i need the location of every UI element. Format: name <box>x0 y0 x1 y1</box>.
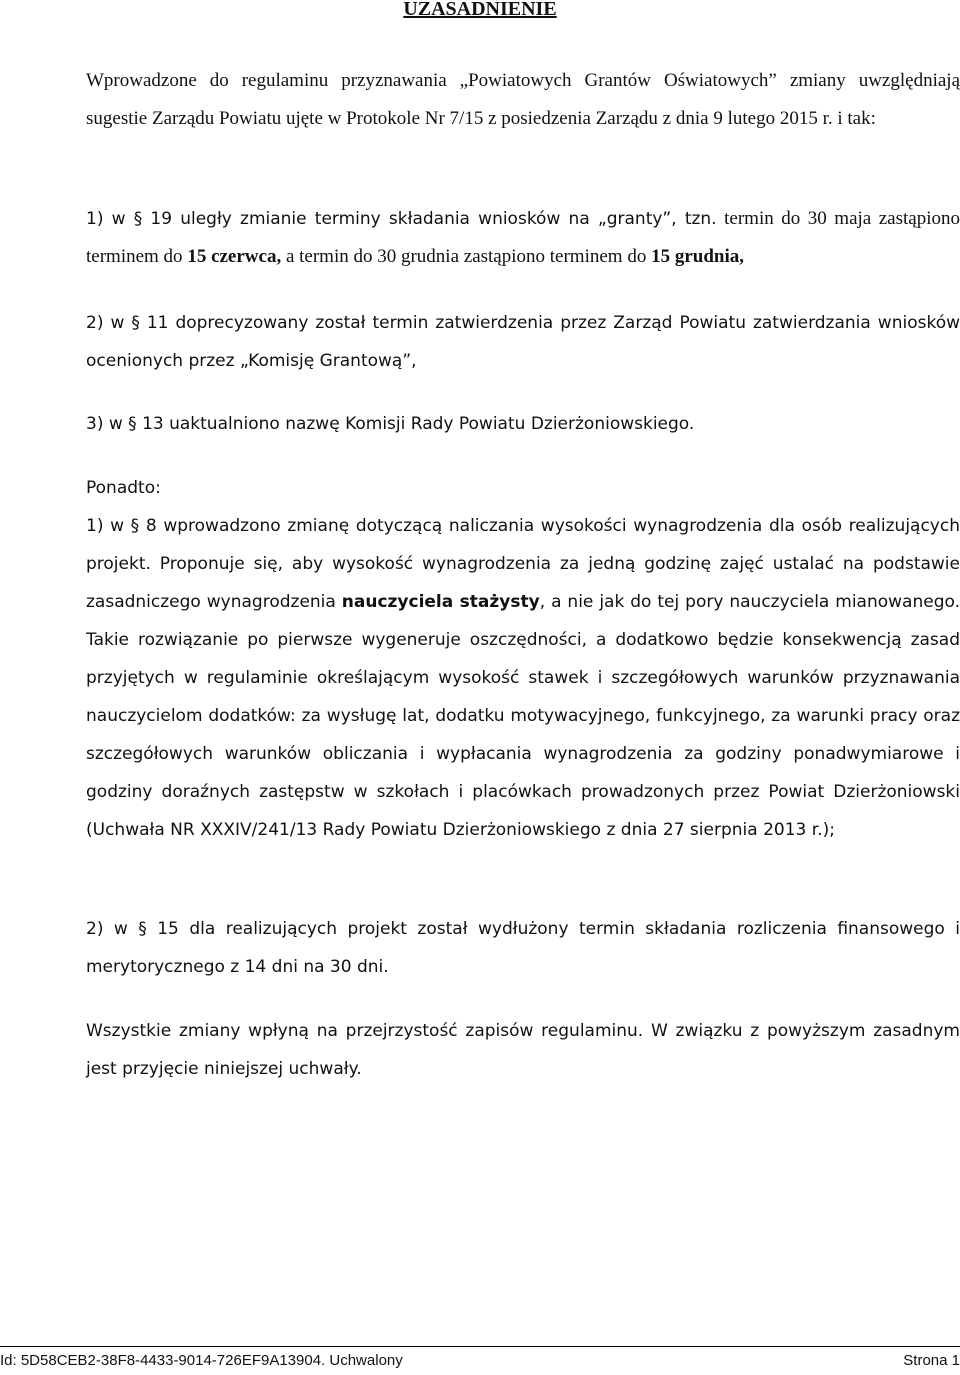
ponadto-item-1-lead: 1) w § 8 wprowadzono zmianę dotyczącą naliczania wysokości wynagrodzenia dla osób realizujących projekt. <box>86 516 960 574</box>
item-1-bold-date-2: 15 grudnia, <box>651 246 745 267</box>
ponadto-item-2-paragraph: 2) w § 15 dla realizujących projekt został wydłużony termin składania rozliczenia finansowego i merytorycznego z 14 dni na 30 dni. <box>86 919 960 977</box>
item-1-paragraph <box>86 200 960 276</box>
footer-document-id: Id: 5D58CEB2-38F8-4433-9014-726EF9A13904. Uchwalony <box>0 1352 403 1369</box>
item-1-bold-date-1: 15 czerwca, <box>187 246 282 267</box>
ponadto-item-1-bold: nauczyciela stażysty <box>341 592 540 612</box>
item-1-text-a: termin do 30 maja zastąpiono terminem do <box>86 208 960 267</box>
item-3-paragraph: 3) w § 13 uaktualniono nazwę Komisji Rady Powiatu Dzierżoniowskiego. <box>86 414 695 434</box>
footer-page-number: Strona 1 <box>903 1352 960 1369</box>
document-title: UZASADNIENIE <box>403 0 557 20</box>
ponadto-item-1-paragraph <box>86 507 960 849</box>
ponadto-label: Ponadto: <box>86 478 161 498</box>
closing-paragraph: Wszystkie zmiany wpłyną na przejrzystość zapisów regulaminu. W związku z powyższym zasadnym jest przyjęcie niniejszej uchwały. <box>86 1021 960 1079</box>
item-1-lead: 1) w § 19 uległy zmianie terminy składania wniosków na „granty”, tzn. <box>86 209 717 229</box>
intro-paragraph: Wprowadzone do regulaminu przyznawania „Powiatowych Grantów Oświatowych” zmiany uwzględniają sugestie Zarządu Powiatu ujęte w Protokole Nr 7/15 z posiedzenia Zarządu z dnia 9 lutego 2015 r. i tak: <box>86 70 960 129</box>
footer-divider <box>0 1346 960 1347</box>
ponadto-item-1-text-a: Proponuje się, aby wysokość wynagrodzenia za jedną godzinę zajęć ustalać na podstawie zasadniczego wynagrodzenia <box>86 554 960 612</box>
ponadto-item-1-text-b: , a nie jak do tej pory nauczyciela mianowanego. Takie rozwiązanie po pierwsze wygeneruje oszczędności, a dodatkowo będzie konsekwencją zasad przyjętych w regulaminie określającym wysokość stawek i szczegółowych warunków przyznawania nauczycielom dodatków: za wysługę lat, dodatku motywacyjnego, funkcyjnego, za warunki pracy oraz szczegółowych warunków obliczania i wypłacania wynagrodzenia za godziny ponadwymiarowe i godziny doraźnych zastępstw w szkołach i placówkach prowadzonych przez Powiat Dzierżoniowski (Uchwała NR XXXIV/241/13 Rady Powiatu Dzierżoniowskiego z dnia 27 sierpnia 2013 r.); <box>86 592 960 840</box>
item-2-paragraph: 2) w § 11 doprecyzowany został termin zatwierdzenia przez Zarząd Powiatu zatwierdzania wniosków ocenionych przez „Komisję Grantową”, <box>86 313 960 371</box>
item-1-text-b: a termin do 30 grudnia zastąpiono terminem do <box>281 246 652 267</box>
